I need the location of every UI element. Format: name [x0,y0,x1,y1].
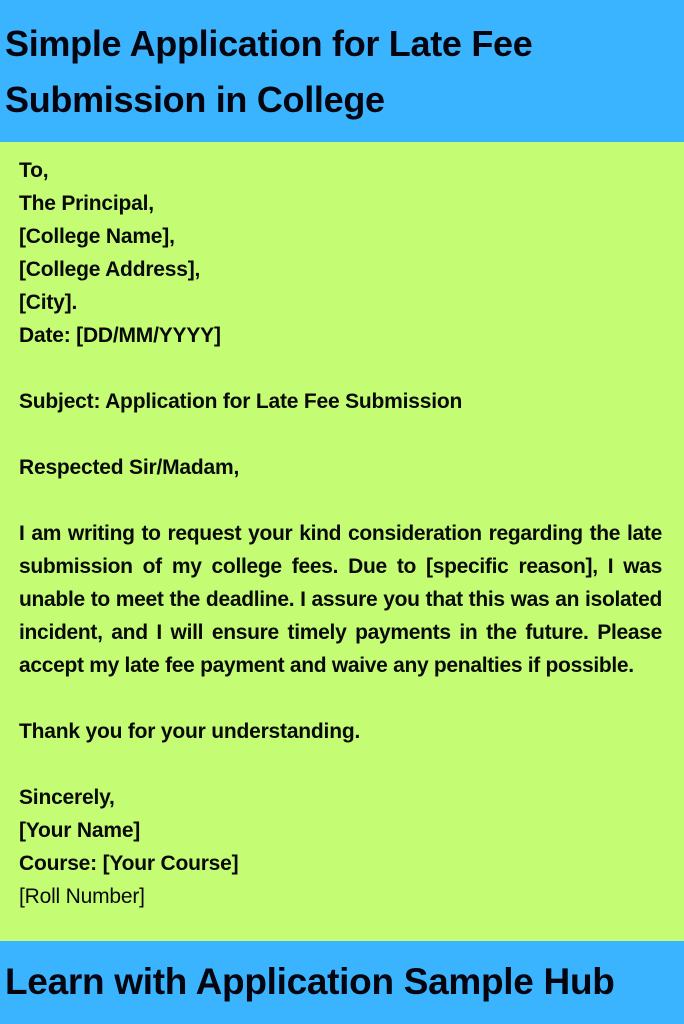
address-recipient: The Principal, [19,192,154,215]
letter-salutation: Respected Sir/Madam, [19,456,240,479]
signature-roll-number: [Roll Number] [19,885,145,908]
letter-closing: Sincerely, [19,786,115,809]
signature-name: [Your Name] [19,819,141,842]
signature-course: Course: [Your Course] [19,852,239,875]
page-title [5,16,684,128]
recipient-address-block [19,154,662,352]
address-city: [City]. [19,291,78,314]
address-college-name: [College Name], [19,225,175,248]
letter-body-paragraph: I am writing to request your kind consideration regarding the late submission of my college fees. Due to [specific reason], I was unable to meet the deadline. I assure you that this was an isolated incident, and I will ensure timely payments in the future. Please accept my late fee payment and waive any penalties if possible. [19,522,662,677]
spacer [19,352,662,385]
letter-thanks: Thank you for your understanding. [19,720,361,743]
page-title-line-1: Simple Application for Late Fee [5,23,533,64]
spacer [19,418,662,451]
footer-banner [0,941,684,1024]
letter-body [0,142,684,941]
spacer [19,748,662,781]
spacer [19,682,662,715]
footer-text: Learn with Application Sample Hub [5,961,615,1002]
title-banner [0,0,684,142]
spacer [19,484,662,517]
signature-block [19,781,662,913]
letter-date: Date: [DD/MM/YYYY] [19,324,221,347]
address-college-address: [College Address], [19,258,201,281]
address-to: To, [19,159,49,182]
letter-subject: Subject: Application for Late Fee Submission [19,390,463,413]
page-title-line-2: Submission in College [5,79,385,120]
